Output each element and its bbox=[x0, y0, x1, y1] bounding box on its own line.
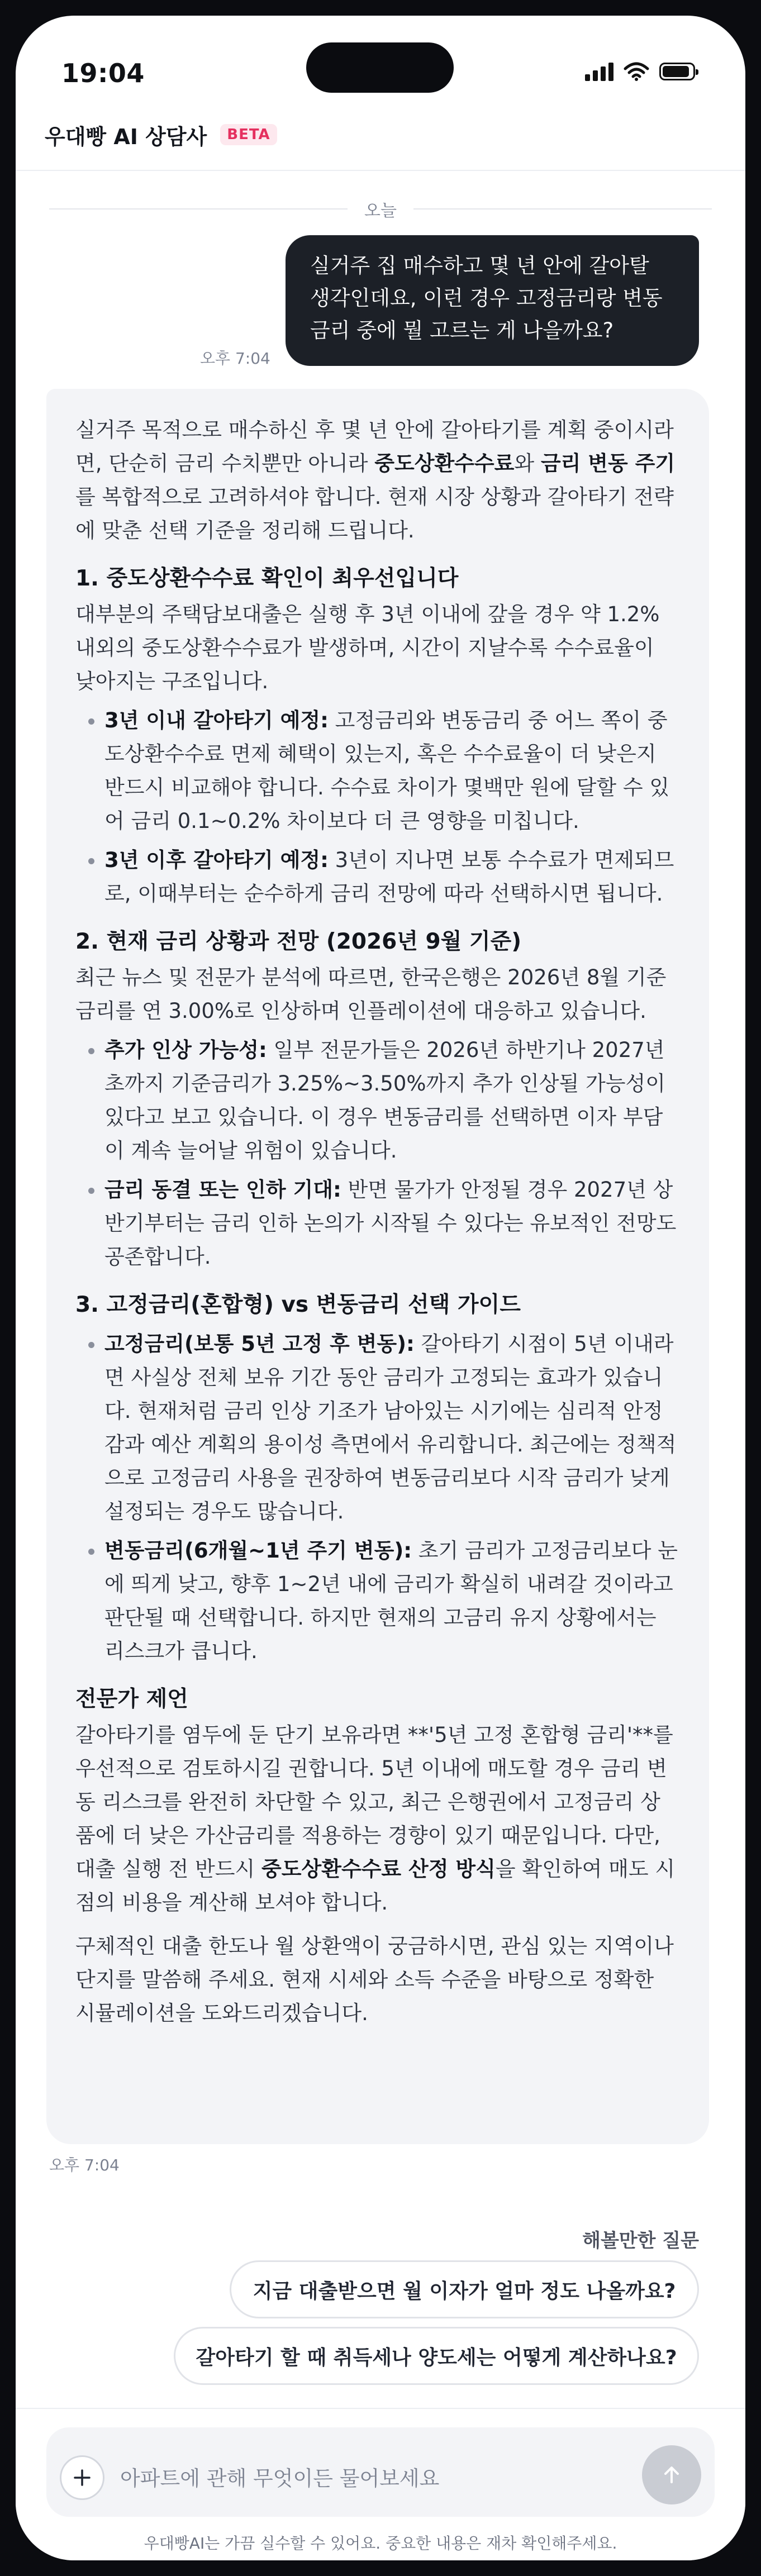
bullet-list bbox=[75, 704, 680, 911]
advice-text: 갈아타기를 염두에 둔 단기 보유라면 **'5년 고정 혼합형 금리'**를 우선적으로 검토하시길 권합니다. 5년 이내에 매도할 경우 금리 변동 리스크를 완전히 차단할 수 있고, 최근 은행권에서 고정금리 상품에 더 낮은 가산금리를 적용하는 경향이 있기 때문입니다. 다만, 대출 실행 전 반드시 bbox=[75, 1723, 673, 1881]
list-item-text: 갈아타기 시점이 5년 이내라면 사실상 전체 보유 기간 동안 금리가 고정되는 효과가 있습니다. 현재처럼 금리 인상 기조가 남아있는 시기에는 심리적 안정감과 예산 계획의 용이성 측면에서 유리합니다. 최근에는 정책적으로 고정금리 사용을 권장하여 변동금리보다 시작 금리가 낮게 설정되는 경우도 많습니다. bbox=[104, 1332, 677, 1523]
advice-bold: 중도상환수수료 산정 방식 bbox=[261, 1857, 496, 1881]
intro-text: 와 bbox=[514, 451, 541, 475]
send-button[interactable] bbox=[642, 2445, 701, 2504]
list-item-label: 3년 이후 갈아타기 예정: bbox=[104, 848, 329, 872]
ai-message-bubble bbox=[46, 389, 709, 2144]
list-item-label: 고정금리(보통 5년 고정 후 변동): bbox=[104, 1332, 415, 1356]
user-message-bubble bbox=[286, 235, 699, 366]
advice-text: 을 확인하여 매도 시점의 비용을 계산해 보셔야 합니다. bbox=[75, 1857, 676, 1915]
advice-paragraph bbox=[75, 1718, 680, 1920]
list-item-text: 초기 금리가 고정금리보다 눈에 띄게 낮고, 향후 1~2년 내에 금리가 확실히 내려갈 것이라고 판단될 때 선택합니다. 하지만 현재의 고금리 유지 상황에서는 리스크가 큽니다. bbox=[104, 1539, 678, 1663]
list-item bbox=[104, 1173, 680, 1274]
suggestion-chip[interactable]: 갈아타기 할 때 취득세나 양도세는 어떻게 계산하나요? bbox=[174, 2327, 699, 2385]
message-input[interactable] bbox=[119, 2456, 624, 2500]
bullet-list bbox=[75, 1034, 680, 1274]
ai-message-time: 오후 7:04 bbox=[49, 2156, 120, 2174]
list-item-label: 3년 이내 갈아타기 예정: bbox=[104, 708, 329, 732]
chat-header bbox=[16, 99, 745, 171]
list-item bbox=[104, 1534, 680, 1668]
list-item-label: 추가 인상 가능성: bbox=[104, 1038, 267, 1062]
advice-heading: 전문가 제언 bbox=[75, 1687, 188, 1712]
section-heading: 2. 현재 금리 상황과 전망 (2026년 9월 기준) bbox=[75, 929, 522, 954]
intro-bold: 금리 변동 주기 bbox=[540, 451, 676, 475]
attach-button[interactable] bbox=[60, 2455, 104, 2500]
list-item-text: 3년이 지나면 보통 수수료가 면제되므로, 이때부터는 순수하게 금리 전망에 따라 선택하시면 됩니다. bbox=[104, 848, 674, 906]
user-message-text: 실거주 집 매수하고 몇 년 안에 갈아탈 생각인데요, 이런 경우 고정금리랑 변동금리 중에 뭘 고르는 게 나을까요? bbox=[310, 254, 663, 342]
date-divider bbox=[49, 198, 712, 220]
list-item bbox=[104, 1034, 680, 1168]
list-item bbox=[104, 1327, 680, 1529]
intro-text: 를 복합적으로 고려하셔야 합니다. 현재 시장 상황과 갈아타기 전략에 맞춘 선택 기준을 정리해 드립니다. bbox=[75, 485, 674, 542]
suggestions-title: 해볼만한 질문 bbox=[582, 2230, 699, 2252]
battery-icon bbox=[659, 63, 695, 80]
section-body: 대부분의 주택담보대출은 실행 후 3년 이내에 갚을 경우 약 1.2% 내외의 중도상환수수료가 발생하며, 시간이 지날수록 수수료율이 낮아지는 구조입니다. bbox=[75, 602, 660, 693]
list-item-text: 일부 전문가들은 2026년 하반기나 2027년 초까지 기준금리가 3.25%~3.50%까지 추가 인상될 가능성이 있다고 보고 있습니다. 이 경우 변동금리를 선택하면 이자 부담이 계속 늘어날 위험이 있습니다. bbox=[104, 1038, 665, 1163]
composer bbox=[46, 2427, 715, 2517]
intro-text: 실거주 목적으로 매수하신 후 몇 년 안에 갈아타기를 계획 중이시라면, 단순히 금리 수치뿐만 아니라 bbox=[75, 418, 674, 475]
app-screen bbox=[16, 16, 745, 2560]
bullet-list bbox=[75, 1327, 680, 1668]
divider-line bbox=[413, 208, 712, 209]
beta-badge: BETA bbox=[220, 124, 277, 145]
section-heading: 1. 중도상환수수료 확인이 최우선입니다 bbox=[75, 566, 459, 591]
status-icons bbox=[585, 59, 695, 84]
date-label: 오늘 bbox=[364, 201, 397, 221]
list-item-label: 금리 동결 또는 인하 기대: bbox=[104, 1178, 341, 1202]
app-title: 우대빵 AI 상담사 bbox=[45, 124, 207, 149]
status-time: 19:04 bbox=[61, 58, 145, 88]
composer-area bbox=[16, 2408, 745, 2560]
section-body: 최근 뉴스 및 전문가 분석에 따르면, 한국은행은 2026년 8월 기준금리를 연 3.00%로 인상하며 인플레이션에 대응하고 있습니다. bbox=[75, 965, 667, 1023]
arrow-up-icon bbox=[660, 2464, 683, 2486]
dynamic-island bbox=[306, 42, 454, 93]
section-heading: 3. 고정금리(혼합형) vs 변동금리 선택 가이드 bbox=[75, 1292, 521, 1317]
ai-intro-paragraph bbox=[75, 413, 680, 547]
list-item-text: 반면 물가가 안정될 경우 2027년 상반기부터는 금리 인하 논의가 시작될 수 있다는 유보적인 전망도 공존합니다. bbox=[104, 1178, 677, 1269]
closing-paragraph: 구체적인 대출 한도나 월 상환액이 궁금하시면, 관심 있는 지역이나 단지를 말씀해 주세요. 현재 시세와 소득 수준을 바탕으로 정확한 시뮬레이션을 도와드리겠습니다. bbox=[75, 1934, 674, 2025]
intro-bold: 중도상환수수료 bbox=[374, 451, 515, 475]
list-item bbox=[104, 844, 680, 911]
list-item-text: 고정금리와 변동금리 중 어느 쪽이 중도상환수수료 면제 혜택이 있는지, 혹은 수수료율이 더 낮은지 반드시 비교해야 합니다. 수수료 차이가 몇백만 원에 달할 수 있어 금리 0.1~0.2% 차이보다 더 큰 영향을 미칩니다. bbox=[104, 708, 670, 833]
plus-icon bbox=[72, 2468, 92, 2488]
disclaimer-text: 우대빵AI는 가끔 실수할 수 있어요. 중요한 내용은 재차 확인해주세요. bbox=[144, 2534, 617, 2553]
cellular-signal-icon bbox=[585, 62, 613, 81]
divider-line bbox=[49, 208, 348, 209]
suggestion-chip[interactable]: 지금 대출받으면 월 이자가 얼마 정도 나올까요? bbox=[230, 2260, 699, 2318]
wifi-icon bbox=[624, 62, 649, 81]
user-message-time: 오후 7:04 bbox=[200, 349, 270, 368]
list-item bbox=[104, 704, 680, 838]
list-item-label: 변동금리(6개월~1년 주기 변동): bbox=[104, 1539, 412, 1563]
